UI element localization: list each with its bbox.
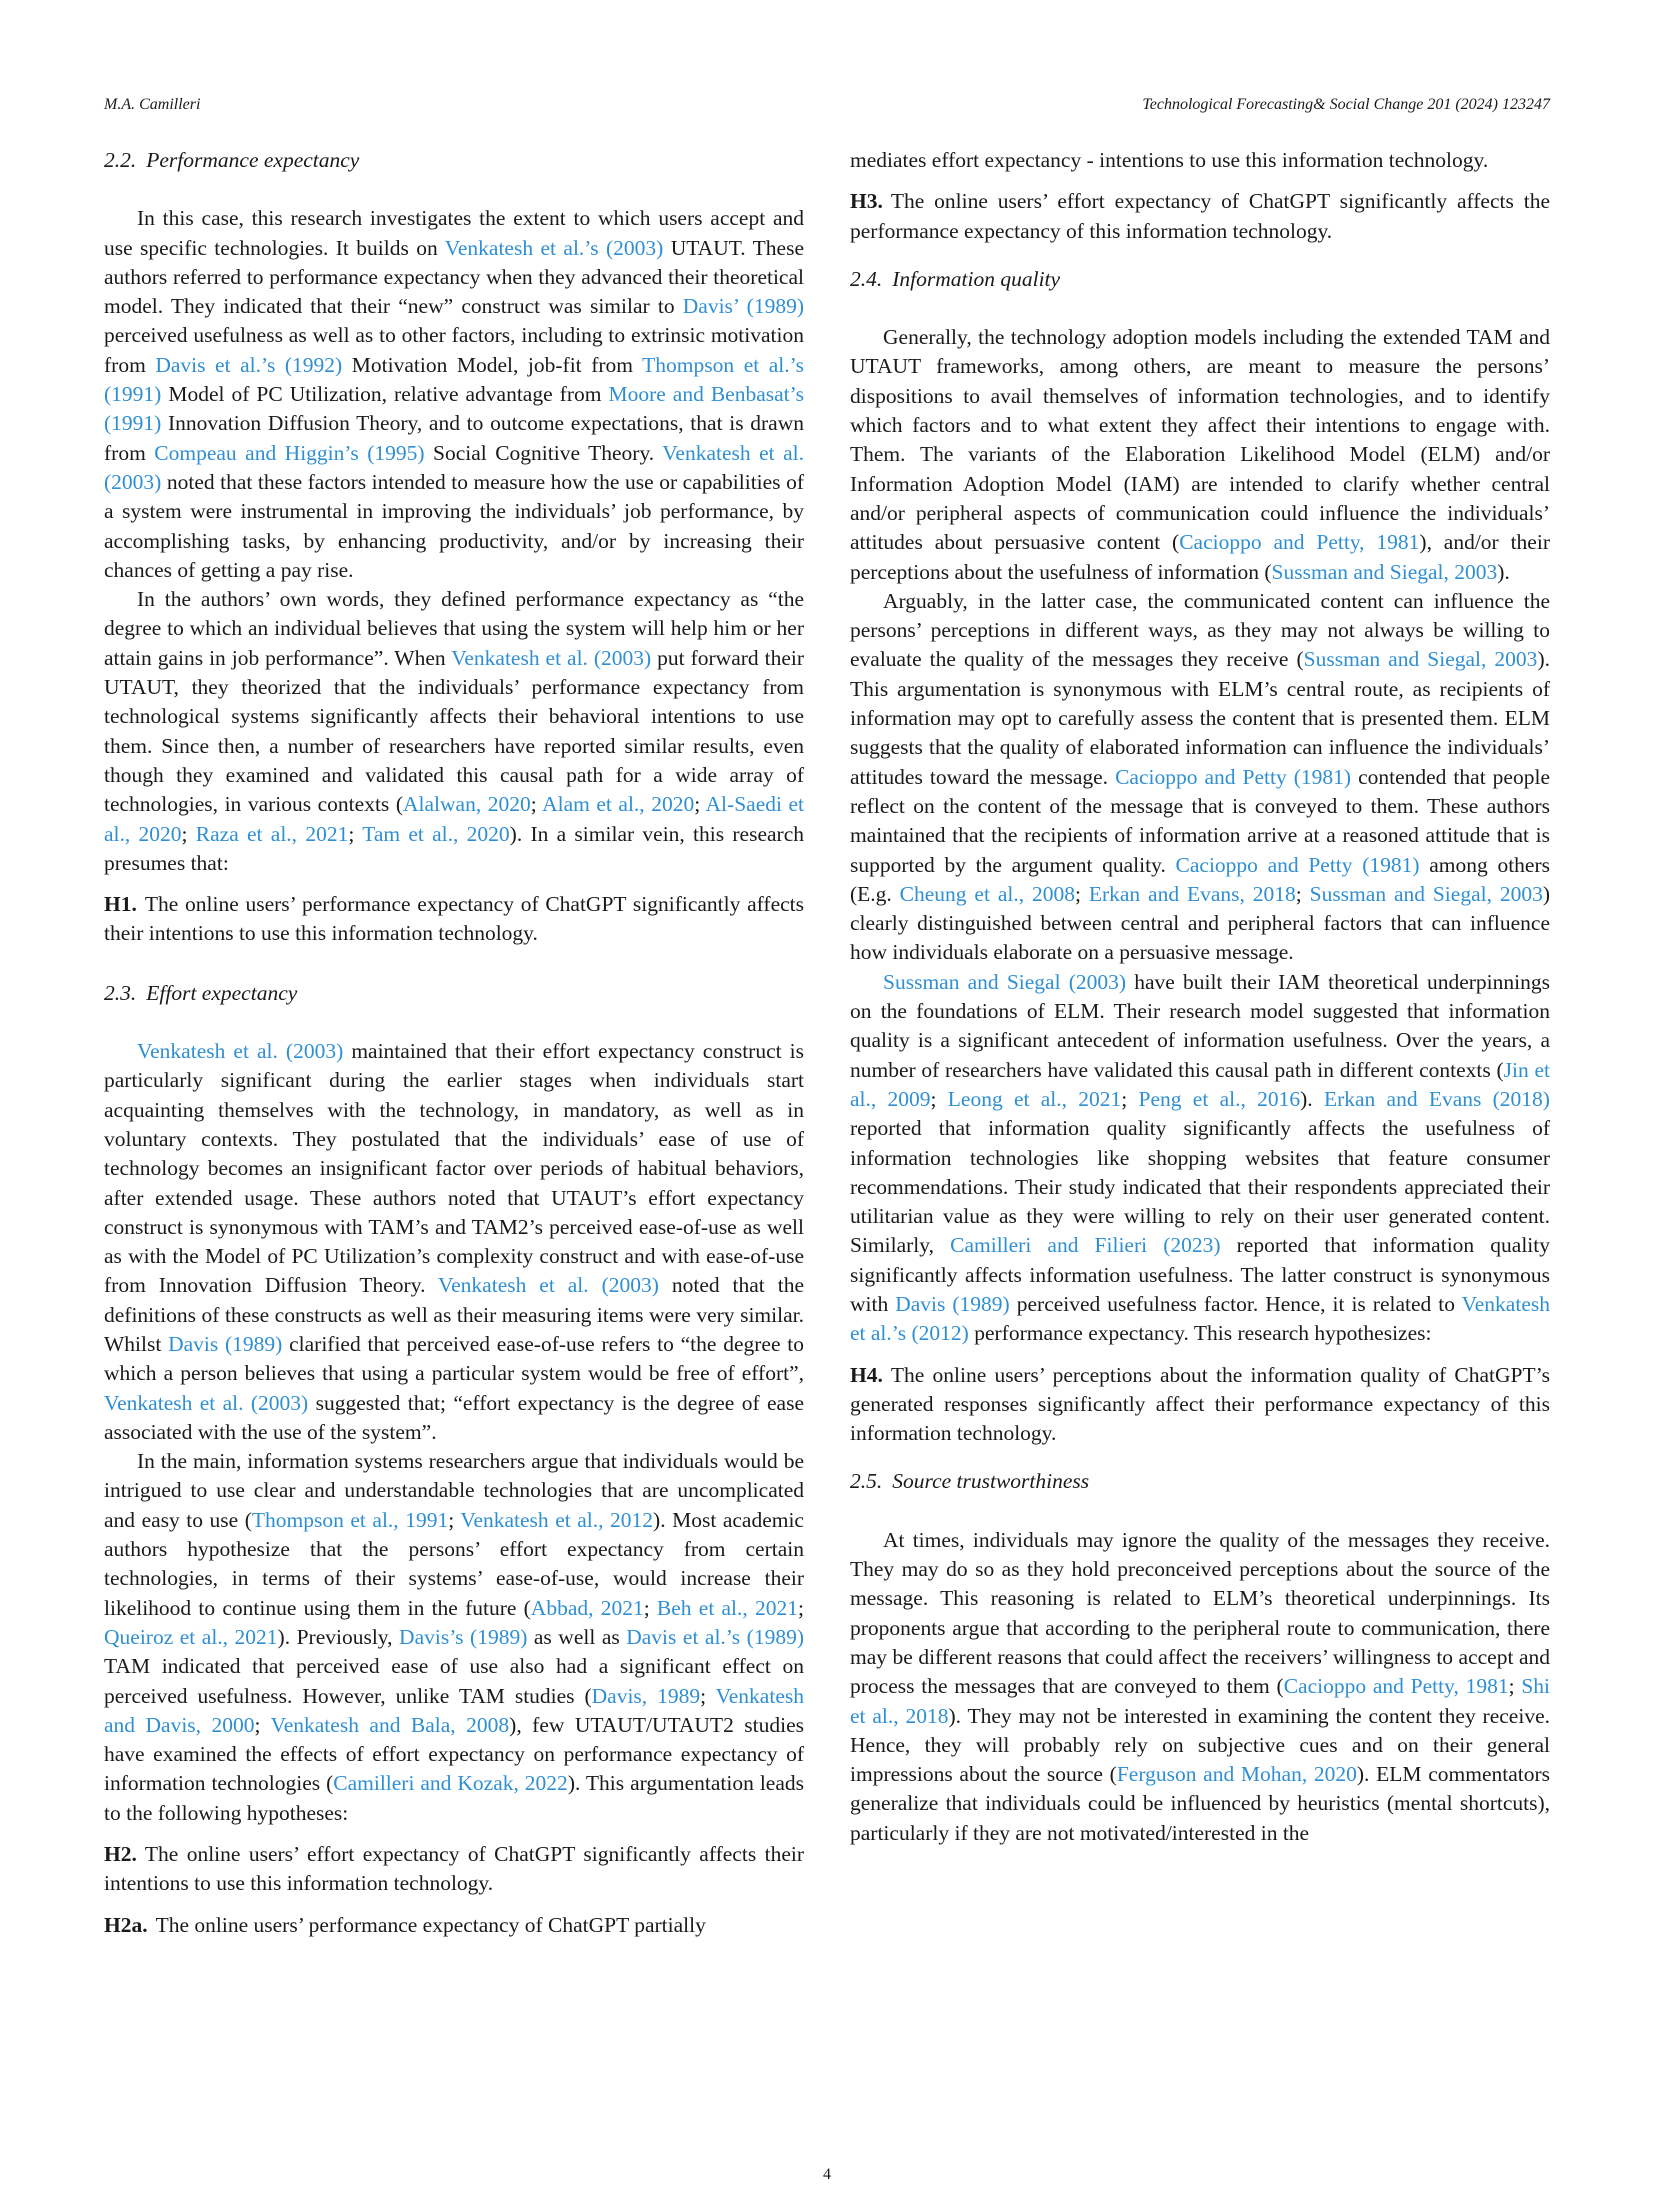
text-run: ), and/or their perceptions about the usefulness of information ( xyxy=(850,530,1550,584)
section-heading-2-2 xyxy=(104,146,804,175)
text-run: ; xyxy=(1121,1086,1139,1111)
hypothesis-h2 xyxy=(104,1840,804,1899)
text-run: ; xyxy=(1295,881,1310,906)
citation-link[interactable]: Compeau and Higgin’s (1995) xyxy=(154,440,425,465)
citation-link[interactable]: Cacioppo and Petty (1981) xyxy=(1115,764,1352,789)
citation-link[interactable]: Venkatesh et al.’s (2012) xyxy=(850,1291,1550,1346)
citation-link[interactable]: Cheung et al., 2008 xyxy=(899,881,1075,906)
text-run: At times, individuals may ignore the quality of the messages they receive. They may do so as they hold preconceived perceptions about the source of the message. This reasoning is related to ELM’s theoretical underpinnings. Its proponents argue that according to the peripheral route to communication, there may be different reasons that could affect the receivers’ willingness to accept and process the messages that are conveyed to them ( xyxy=(850,1527,1550,1699)
text-run: reported that information quality significantly affects information usefulness. The latter construct is synonymous with xyxy=(850,1233,1550,1316)
hypothesis-id: H1. xyxy=(104,892,137,917)
text-run: noted that the definitions of these constructs as well as their measuring items were very similar. Whilst xyxy=(104,1273,804,1356)
text-run: among others (E.g. xyxy=(850,852,1550,906)
hypothesis-text: The online users’ perceptions about the information quality of ChatGPT’s generated responses significantly affect their performance expectancy of this information technology. xyxy=(850,1362,1550,1446)
citation-link[interactable]: Beh et al., 2021 xyxy=(656,1595,799,1620)
section-number: 2.2. xyxy=(104,148,137,172)
text-run: perceived usefulness factor. Hence, it is related to xyxy=(1009,1291,1462,1316)
citation-link[interactable]: Venkatesh and Bala, 2008 xyxy=(270,1712,510,1737)
citation-link[interactable]: Queiroz et al., 2021 xyxy=(104,1624,278,1649)
page-number: 4 xyxy=(823,2166,831,2183)
citation-link[interactable]: Venkatesh et al.’s (2003) xyxy=(444,235,664,260)
running-head-journal: Technological Forecasting& Social Change 201 (2024) 123247 xyxy=(1142,96,1550,113)
text-run: UTAUT. These authors referred to performance expectancy when they advanced their theoretical model. They indicated that their “new” construct was similar to xyxy=(104,235,804,319)
text-run: ; xyxy=(181,821,196,846)
section-title: Information quality xyxy=(892,266,1061,291)
citation-link[interactable]: Al-Saedi et al., 2020 xyxy=(104,792,805,846)
citation-link[interactable]: Sussman and Siegal, 2003 xyxy=(1271,559,1498,584)
hypothesis-h2a xyxy=(104,1911,804,1940)
text-run: ). They may not be interested in examining the content they receive. Hence, they will probably rely on subjective cues and on their general impressions about the source ( xyxy=(850,1703,1550,1787)
text-run: Generally, the technology adoption models including the extended TAM and UTAUT frameworks, among others, are meant to measure the persons’ dispositions to avail themselves of information technologies, and to identify which factors and to what extent they affect their intentions to engage with. Them. The variants of the Elaboration Likelihood Model (ELM) and/or Information Adoption Model (IAM) are intended to clarify whether central and/or peripheral aspects of communication could influence the individuals’ attitudes about persuasive content ( xyxy=(850,325,1550,555)
text-run: have built their IAM theoretical underpinnings on the foundations of ELM. Their research model suggested that information quality is a significant antecedent of information usefulness. Over the years, a number of researchers have validated this causal path in different contexts ( xyxy=(850,969,1551,1082)
hypothesis-id: H2a. xyxy=(104,1912,148,1937)
section-heading-2-5 xyxy=(850,1467,1550,1496)
citation-link[interactable]: Camilleri and Filieri (2023) xyxy=(950,1233,1221,1258)
paragraph xyxy=(850,1526,1550,1848)
section-heading-2-3 xyxy=(104,979,804,1008)
paragraph xyxy=(104,204,804,585)
text-run: clarified that perceived ease-of-use refers to “the degree to which a person believes that using a particular system would be free of effort”, xyxy=(104,1331,804,1386)
text-run: suggested that; “effort expectancy is the degree of ease associated with the use of the system”. xyxy=(104,1390,804,1444)
citation-link[interactable]: Thompson et al.’s (1991) xyxy=(104,352,804,407)
section-heading-2-4 xyxy=(850,265,1550,294)
section-number: 2.5. xyxy=(850,1469,883,1494)
text-run: ) clearly distinguished between central and peripheral factors that can influence how individuals elaborate on a persuasive message. xyxy=(850,881,1551,965)
hypothesis-text: The online users’ effort expectancy of ChatGPT significantly affects their intentions to use this information technology. xyxy=(104,1842,804,1896)
paragraph xyxy=(850,587,1550,968)
text-run: ; xyxy=(348,821,363,846)
citation-link[interactable]: Davis, 1989 xyxy=(591,1683,701,1708)
right-column xyxy=(850,146,1550,1848)
text-run: ). xyxy=(1497,559,1510,584)
text-run: ). In a similar vein, this research presumes that: xyxy=(104,821,804,875)
hypothesis-text: The online users’ effort expectancy of ChatGPT significantly affects the performance expectancy of this information technology. xyxy=(850,189,1550,243)
section-title: Effort expectancy xyxy=(146,980,298,1005)
text-run: In the main, information systems researchers argue that individuals would be intrigued to use clear and understandable technologies that are uncomplicated and easy to use ( xyxy=(104,1449,804,1532)
citation-link[interactable]: Alalwan, 2020 xyxy=(402,792,531,817)
citation-link[interactable]: Leong et al., 2021 xyxy=(947,1086,1122,1111)
text-run: maintained that their effort expectancy construct is particularly significant during the earlier stages when individuals start acquainting themselves with the technology, in mandatory, as well as in voluntary contexts. They postulated that the individuals’ ease of use of technology becomes an insignificant factor over periods of habitual behaviors, after extended usage. These authors noted that UTAUT’s effort expectancy construct is synonymous with TAM’s and TAM2’s perceived ease-of-use as well as with the Model of PC Utilization’s complexity construct and with ease-of-use from Innovation Diffusion Theory. xyxy=(104,1039,805,1298)
text-run: ). This argumentation leads to the following hypotheses: xyxy=(104,1771,804,1825)
paragraph xyxy=(850,323,1550,587)
citation-link[interactable]: Abbad, 2021 xyxy=(530,1595,644,1620)
text-run: ), few UTAUT/UTAUT2 studies have examined the effects of effort expectancy on performance expectancy of information technologies ( xyxy=(104,1712,805,1796)
section-title: Performance expectancy xyxy=(146,148,360,172)
section-title: Source trustworthiness xyxy=(892,1469,1090,1494)
text-run: ). ELM commentators generalize that individuals could be influenced by heuristics (mental shortcuts), particularly if they are not motivated/interested in the xyxy=(850,1762,1551,1845)
text-run: ). Previously, xyxy=(277,1624,400,1649)
text-run: ; xyxy=(1074,881,1089,906)
citation-link[interactable]: Cacioppo and Petty (1981) xyxy=(1175,852,1420,877)
citation-link[interactable]: Sussman and Siegal (2003) xyxy=(883,969,1127,994)
citation-link[interactable]: Sussman and Siegal, 2003 xyxy=(1303,647,1538,672)
text-run: noted that these factors intended to measure how the use or capabilities of a system were instrumental in improving the individuals’ job performance, by accomplishing tasks, by enhancing productivity, and/or by increasing their chances of getting a pay rise. xyxy=(104,469,804,582)
citation-link[interactable]: Ferguson and Mohan, 2020 xyxy=(1116,1762,1357,1787)
text-run: ; xyxy=(1508,1674,1522,1699)
text-run: ; xyxy=(700,1683,716,1708)
text-run: ; xyxy=(530,792,543,817)
citation-link[interactable]: Venkatesh et al. (2003) xyxy=(104,440,804,494)
citation-link[interactable]: Erkan and Evans, 2018 xyxy=(1088,881,1296,906)
citation-link[interactable]: Shi et al., 2018 xyxy=(850,1674,1550,1728)
left-column xyxy=(104,146,804,1940)
citation-link[interactable]: Venkatesh and Davis, 2000 xyxy=(104,1683,804,1737)
text-run: perceived usefulness as well as to other factors, including to extrinsic motivation from xyxy=(104,323,804,377)
hypothesis-text: The online users’ performance expectancy of ChatGPT significantly affects their intentions to use this information technology. xyxy=(104,892,804,946)
running-head-author: M.A. Camilleri xyxy=(104,96,201,113)
section-number: 2.3. xyxy=(104,980,137,1005)
hypothesis-id: H3. xyxy=(850,189,883,214)
text-run: Model of PC Utilization, relative advantage from xyxy=(161,382,609,407)
text-run: TAM indicated that perceived ease of use also had a significant effect on perceived usefulness. However, unlike TAM studies ( xyxy=(104,1654,804,1708)
citation-link[interactable]: Venkatesh et al. (2003) xyxy=(137,1039,344,1064)
citation-link[interactable]: Thompson et al., 1991 xyxy=(251,1507,449,1532)
text-run: ; xyxy=(798,1595,804,1620)
text-run: ; xyxy=(448,1507,461,1532)
text-run: performance expectancy. This research hypothesizes: xyxy=(968,1321,1432,1346)
citation-link[interactable]: Venkatesh et al. (2003) xyxy=(438,1273,659,1298)
hypothesis-id: H4. xyxy=(850,1362,883,1387)
text-run: Motivation Model, job-fit from xyxy=(342,352,643,377)
citation-link[interactable]: Venkatesh et al., 2012 xyxy=(460,1507,654,1532)
citation-link[interactable]: Davis’ (1989) xyxy=(682,294,804,319)
continued-text: mediates effort expectancy - intentions to use this information technology. xyxy=(850,148,1489,172)
text-run: In the authors’ own words, they defined performance expectancy as “the degree to which an individual believes that using the system will help him or her attain gains in job performance”. When xyxy=(104,587,804,670)
text-run: contended that people reflect on the content of the message that is conveyed to them. These authors maintained that the recipients of information arrive at a reasoned attitude that is supported by the argument quality. xyxy=(850,764,1550,877)
text-run: In this case, this research investigates the extent to which users accept and use specific technologies. It builds on xyxy=(104,206,804,260)
citation-link[interactable]: Venkatesh et al. (2003) xyxy=(451,645,652,670)
citation-link[interactable]: Camilleri and Kozak, 2022 xyxy=(333,1771,568,1796)
citation-link[interactable]: Davis et al.’s (1992) xyxy=(155,352,343,377)
text-run: ). xyxy=(1300,1086,1324,1111)
paragraph xyxy=(850,968,1550,1349)
citation-link[interactable]: Jin et al., 2009 xyxy=(850,1057,1550,1111)
text-run: ; xyxy=(694,792,706,817)
text-run: ). This argumentation is synonymous with ELM’s central route, as recipients of information may opt to carefully assess the content that is presented them. ELM suggests that the quality of elaborated information can influence the individuals’ attitudes toward the message. xyxy=(850,647,1550,789)
citation-link[interactable]: Alam et al., 2020 xyxy=(542,792,695,817)
text-run: ). Most academic authors hypothesize that the persons’ effort expectancy from certain technologies, in terms of their systems’ ease-of-use, would increase their likelihood to continue using them in the future ( xyxy=(104,1507,804,1620)
hypothesis-text: The online users’ performance expectancy of ChatGPT partially xyxy=(155,1912,706,1937)
hypothesis-h4 xyxy=(850,1361,1550,1449)
citation-link[interactable]: Davis (1989) xyxy=(168,1331,283,1356)
paragraph xyxy=(104,1037,804,1447)
citation-link[interactable]: Sussman and Siegal, 2003 xyxy=(1309,881,1543,906)
text-run: Innovation Diffusion Theory, and to outcome expectations, that is drawn from xyxy=(104,411,804,465)
citation-link[interactable]: Cacioppo and Petty, 1981 xyxy=(1179,530,1420,555)
citation-link[interactable]: Tam et al., 2020 xyxy=(362,821,510,846)
citation-link[interactable]: Raza et al., 2021 xyxy=(195,821,349,846)
running-head xyxy=(104,96,1550,124)
citation-link[interactable]: Peng et al., 2016 xyxy=(1138,1086,1301,1111)
citation-link[interactable]: Davis (1989) xyxy=(895,1291,1010,1316)
citation-link[interactable]: Davis et al.’s (1989) xyxy=(626,1624,804,1649)
hypothesis-id: H2. xyxy=(104,1842,137,1867)
text-run: ; xyxy=(930,1086,948,1111)
hypothesis-h1 xyxy=(104,890,804,949)
paragraph xyxy=(104,1447,804,1828)
citation-link[interactable]: Erkan and Evans (2018) xyxy=(1323,1086,1550,1111)
text-run: Social Cognitive Theory. xyxy=(424,440,663,465)
paragraph xyxy=(104,585,804,878)
text-run: reported that information quality significantly affects the usefulness of information technologies like shopping websites that feature consumer recommendations. Their study indicated that their respondents appreciated their utilitarian value as they were willing to rely on their user generated content. Similarly, xyxy=(850,1116,1550,1258)
text-run: ; xyxy=(254,1712,271,1737)
citation-link[interactable]: Davis’s (1989) xyxy=(399,1624,528,1649)
citation-link[interactable]: Cacioppo and Petty, 1981 xyxy=(1283,1674,1509,1699)
hypothesis-h3 xyxy=(850,187,1550,246)
text-run: as well as xyxy=(527,1624,627,1649)
text-run: put forward their UTAUT, they theorized that the individuals’ performance expectancy from technological systems significantly affects their behavioral intentions to use them. Since then, a number of researchers have reported similar results, even though they examined and validated this causal path for a wide array of technologies, in various contexts ( xyxy=(104,645,805,817)
citation-link[interactable]: Venkatesh et al. (2003) xyxy=(104,1390,309,1415)
citation-link[interactable]: Moore and Benbasat’s (1991) xyxy=(104,382,804,436)
section-number: 2.4. xyxy=(850,266,883,291)
text-run: Arguably, in the latter case, the communicated content can influence the persons’ perceptions in different ways, as they may not always be willing to evaluate the quality of the messages they receive ( xyxy=(850,588,1550,672)
text-run: ; xyxy=(643,1595,657,1620)
